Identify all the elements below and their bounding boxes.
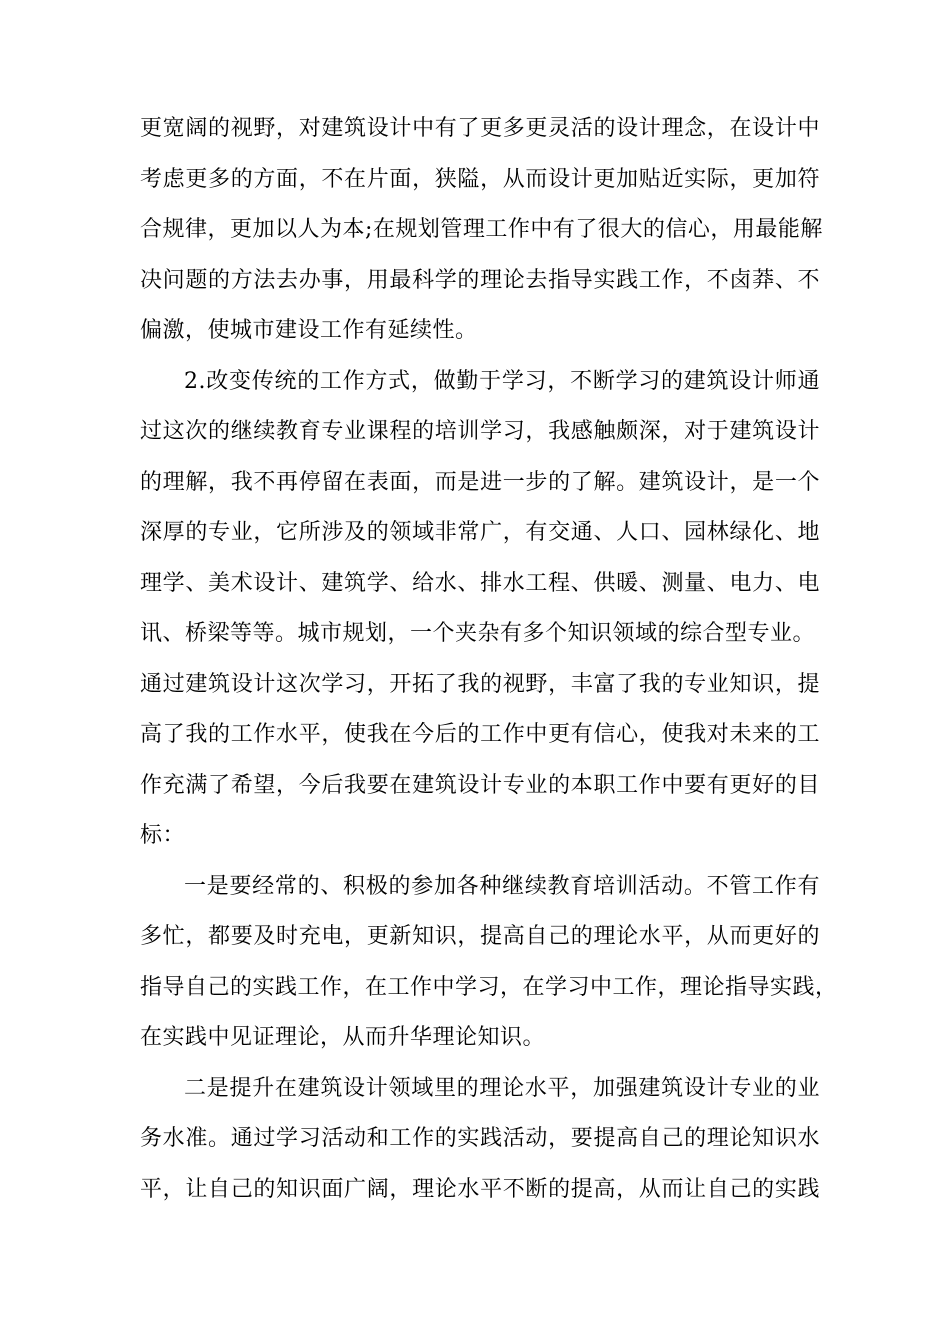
text-line: 考虑更多的方面，不在片面，狭隘，从而设计更加贴近实际，更加符 bbox=[140, 166, 820, 192]
text-line: 合规律，更加以人为本;在规划管理工作中有了很大的信心，用最能解 bbox=[140, 217, 823, 242]
body-text bbox=[140, 104, 838, 1215]
text-line: 标： bbox=[140, 823, 186, 848]
text-line: 讯、桥梁等等。城市规划，一个夹杂有多个知识领域的综合型专业。 bbox=[140, 621, 816, 646]
text-line: 通过建筑设计这次学习，开拓了我的视野，丰富了我的专业知识，提 bbox=[140, 671, 820, 697]
text-line: 在实践中见证理论，从而升华理论知识。 bbox=[140, 1025, 546, 1050]
text-line-indented: 2.改变传统的工作方式，做勤于学习，不断学习的建筑设计师通 bbox=[184, 368, 820, 394]
text-line: 务水准。通过学习活动和工作的实践活动，要提高自己的理论知识水 bbox=[140, 1126, 820, 1151]
text-line: 多忙，都要及时充电，更新知识，提高自己的理论水平，从而更好的 bbox=[140, 924, 820, 949]
text-line: 决问题的方法去办事，用最科学的理论去指导实践工作，不卤莽、不 bbox=[140, 267, 820, 293]
text-line: 偏激，使城市建设工作有延续性。 bbox=[140, 318, 478, 343]
text-line: 过这次的继续教育专业课程的培训学习，我感触颇深，对于建筑设计 bbox=[140, 419, 820, 444]
text-line: 平，让自己的知识面广阔，理论水平不断的提高，从而让自己的实践 bbox=[140, 1176, 820, 1202]
text-line: 理学、美术设计、建筑学、给水、排水工程、供暖、测量、电力、电 bbox=[140, 570, 820, 596]
text-line-indented: 二是提升在建筑设计领域里的理论水平，加强建筑设计专业的业 bbox=[184, 1075, 820, 1101]
text-line: 高了我的工作水平，使我在今后的工作中更有信心，使我对未来的工 bbox=[140, 722, 820, 747]
text-line: 的理解，我不再停留在表面，而是进一步的了解。建筑设计，是一个 bbox=[140, 469, 820, 495]
text-line: 更宽阔的视野，对建筑设计中有了更多更灵活的设计理念，在设计中 bbox=[140, 116, 820, 141]
text-line: 作充满了希望，今后我要在建筑设计专业的本职工作中要有更好的目 bbox=[140, 772, 820, 798]
text-line: 指导自己的实践工作，在工作中学习，在学习中工作，理论指导实践， bbox=[140, 974, 838, 1000]
text-line: 深厚的专业，它所涉及的领域非常广，有交通、人口、园林绿化、地 bbox=[140, 520, 820, 545]
text-line-indented: 一是要经常的、积极的参加各种继续教育培训活动。不管工作有 bbox=[184, 873, 820, 899]
